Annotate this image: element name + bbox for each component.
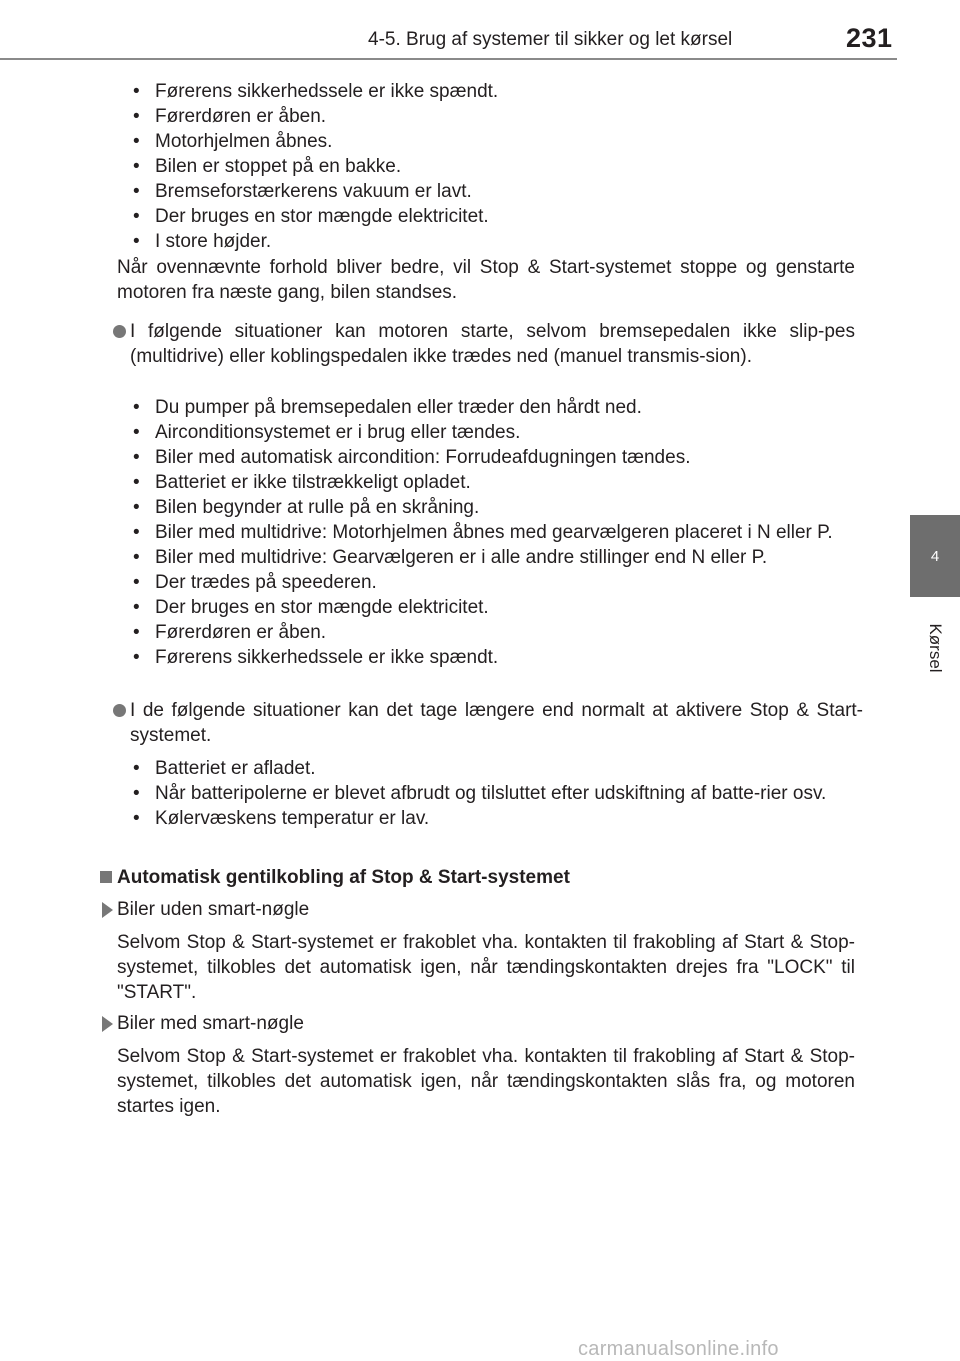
condition-list-3 <box>133 756 857 831</box>
condition-list-2 <box>133 395 857 670</box>
subsection-title: Biler uden smart-nøgle <box>117 899 310 920</box>
list-item: • Førerens sikkerhedssele er ikke spændt. <box>133 645 857 670</box>
list-item: • Bremseforstærkerens vakuum er lavt. <box>133 179 863 204</box>
chapter-label: Kørsel <box>926 623 945 673</box>
list-item: • Når batteripolerne er blevet afbrudt og tilsluttet efter udskiftning af batte-rier osv. <box>133 781 857 806</box>
watermark: carmanualsonline.info <box>578 1338 779 1360</box>
subsection-text: Selvom Stop & Start-systemet er frakoblet vha. kontakten til frakobling af Start & Stop-systemet, tilkobles det automatisk igen, når tændingskontakten drejes fra "LOCK" til "START". <box>117 932 855 1003</box>
chapter-tab <box>910 515 960 597</box>
list-item: • Bilen er stoppet på en bakke. <box>133 154 863 179</box>
list-item: • Der bruges en stor mængde elektricitet. <box>133 204 863 229</box>
chapter-number: 4 <box>930 547 940 565</box>
list-item: • Airconditionsystemet er i brug eller tændes. <box>133 420 857 445</box>
list-item: • Biler med multidrive: Motorhjelmen åbnes med gearvælgeren placeret i N eller P. <box>133 520 857 545</box>
list-item: • Bilen begynder at rulle på en skråning. <box>133 495 857 520</box>
list-item: • Der bruges en stor mængde elektricitet. <box>133 595 857 620</box>
list-item: • Kølervæskens temperatur er lav. <box>133 806 857 831</box>
list-item: • Førerdøren er åben. <box>133 620 857 645</box>
list-item: • Batteriet er afladet. <box>133 756 857 781</box>
page-number: 231 <box>846 23 893 53</box>
header-divider <box>0 58 897 60</box>
list-item: • Biler med multidrive: Gearvælgeren er i alle andre stillinger end N eller P. <box>133 545 857 570</box>
subsection-text: Selvom Stop & Start-systemet er frakoblet vha. kontakten til frakobling af Start & Stop-systemet, tilkobles det automatisk igen, når tændingskontakten slås fra, og motoren startes igen. <box>117 1046 855 1117</box>
paragraph-restart-note: Når ovennævnte forhold bliver bedre, vil Stop & Start-systemet stoppe og genstarte motoren fra næste gang, bilen standses. <box>117 257 855 303</box>
subsection-title: Biler med smart-nøgle <box>117 1013 304 1034</box>
list-item: • Batteriet er ikke tilstrækkeligt opladet. <box>133 470 857 495</box>
dot-item-text: I følgende situationer kan motoren starte, selvom bremsepedalen ikke slip-pes (multidrive) eller koblingspedalen ikke trædes ned (manuel transmis-sion). <box>130 321 855 367</box>
list-item: • Motorhjelmen åbnes. <box>133 129 863 154</box>
list-item: • Førerdøren er åben. <box>133 104 863 129</box>
list-item: • Biler med automatisk aircondition: Forrudeafdugningen tændes. <box>133 445 857 470</box>
condition-list-1 <box>133 79 863 254</box>
list-item: • I store højder. <box>133 229 863 254</box>
square-bullet-icon <box>100 871 112 883</box>
list-item: • Der trædes på speederen. <box>133 570 857 595</box>
section-heading: Automatisk gentilkobling af Stop & Start-systemet <box>117 867 570 888</box>
list-item: • Du pumper på bremsepedalen eller træder den hårdt ned. <box>133 395 857 420</box>
triangle-bullet-icon <box>102 1016 113 1032</box>
section-title: 4-5. Brug af systemer til sikker og let kørsel <box>368 29 733 50</box>
list-item: • Førerens sikkerhedssele er ikke spændt. <box>133 79 863 104</box>
dot-item-engine-start <box>113 319 855 369</box>
dot-item-delay <box>113 698 863 748</box>
dot-item-text: I de følgende situationer kan det tage længere end normalt at aktivere Stop & Start-systemet. <box>130 700 863 746</box>
triangle-bullet-icon <box>102 902 113 918</box>
